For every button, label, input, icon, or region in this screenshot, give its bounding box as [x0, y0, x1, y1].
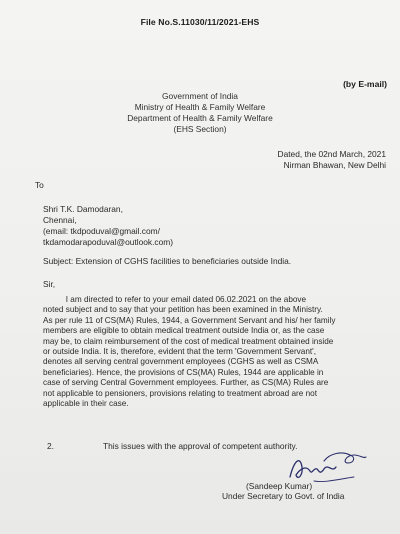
body-line: denotes all serving central government employees (CGHS as well as CSMA	[43, 357, 319, 367]
org-department: Department of Health & Family Welfare	[127, 113, 273, 123]
recipient-email-2: tkdamodarapoduval@outlook.com)	[43, 237, 174, 247]
subject-line: Subject: Extension of CGHS facilities to beneficiaries outside India.	[43, 256, 292, 266]
body-paragraph	[43, 295, 383, 409]
body-line: members are eligible to obtain medical treatment outside India or, as the case	[43, 326, 325, 336]
org-government: Government of India	[162, 91, 238, 101]
signatory-name: (Sandeep Kumar)	[246, 481, 313, 491]
body-line: I am directed to refer to your email dated 06.02.2021 on the above	[43, 295, 307, 304]
org-section: (EHS Section)	[173, 124, 227, 134]
letter-place: Nirman Bhawan, New Delhi	[283, 160, 386, 170]
recipient-city: Chennai,	[43, 215, 77, 225]
recipient-name: Shri T.K. Damodaran,	[43, 204, 123, 214]
body-line: noted subject and to say that your petition has been examined in the Ministry.	[43, 305, 323, 315]
body-line: applicable in their case.	[43, 399, 129, 409]
to-label: To	[35, 180, 44, 190]
salutation: Sir,	[43, 279, 56, 289]
body-line: beneficiaries). Hence, the provisions of CS(MA) Rules, 1944 are applicable in	[43, 367, 324, 377]
body-line: case of serving Central Government employees. Further, as CS(MA) Rules are	[43, 378, 329, 388]
file-number: File No.S.11030/11/2021-EHS	[140, 17, 260, 27]
recipient-email-1: (email: tkdpoduval@gmail.com/	[43, 226, 160, 236]
body-line: As per rule 11 of CS(MA) Rules, 1944, a Government Servant and his/ her family	[43, 315, 336, 325]
signatory-designation: Under Secretary to Govt. of India	[222, 491, 345, 501]
para-text: This issues with the approval of competent authority.	[103, 441, 298, 451]
body-line: may be, to claim reimbursement of the cost of medical treatment obtained inside	[43, 336, 334, 346]
body-line: not applicable to pensioners, provisions relating to treatment abroad are not	[43, 388, 317, 398]
letter-date: Dated, the 02nd March, 2021	[277, 149, 386, 159]
body-line: or outside India. It is, therefore, evident that the term 'Government Servant',	[43, 347, 316, 357]
org-ministry: Ministry of Health & Family Welfare	[134, 102, 266, 112]
para-number: 2.	[47, 441, 54, 451]
delivery-mode: (by E-mail)	[343, 79, 387, 89]
